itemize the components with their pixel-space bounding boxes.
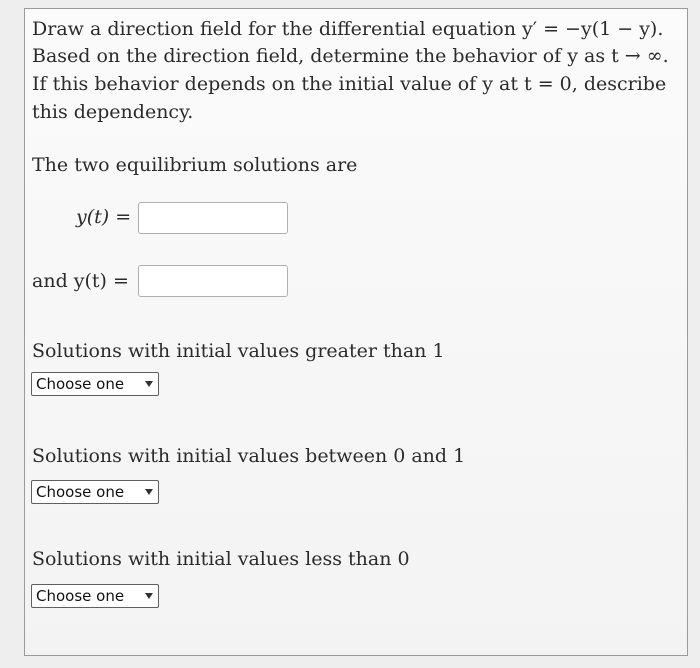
equilibrium-label-1: y(t) = [76,206,132,228]
part-2-dropdown[interactable] [31,480,159,504]
part-3-dropdown-value: Choose one [36,587,125,605]
chevron-down-icon [145,593,153,599]
question-line-4: this dependency. [32,101,194,123]
part-2-prompt: Solutions with initial values between 0 and 1 [32,445,466,467]
equilibrium-label-2: and y(t) = [32,270,129,292]
part-1-dropdown[interactable] [31,372,159,396]
question-line-1: Draw a direction field for the differential equation y′ = −y(1 − y). [32,18,664,40]
part-3-prompt: Solutions with initial values less than 0 [32,548,410,570]
chevron-down-icon [145,381,153,387]
chevron-down-icon [145,489,153,495]
equilibrium-answer-1[interactable] [138,202,288,234]
part-1-prompt: Solutions with initial values greater than 1 [32,340,445,362]
equilibrium-intro: The two equilibrium solutions are [32,154,358,176]
part-2-dropdown-value: Choose one [36,483,125,501]
question-line-3: If this behavior depends on the initial value of y at t = 0, describe [32,73,667,95]
part-3-dropdown[interactable] [31,584,159,608]
part-1-dropdown-value: Choose one [36,375,125,393]
equilibrium-answer-2[interactable] [138,265,288,297]
question-line-2: Based on the direction field, determine the behavior of y as t → ∞. [32,45,669,67]
